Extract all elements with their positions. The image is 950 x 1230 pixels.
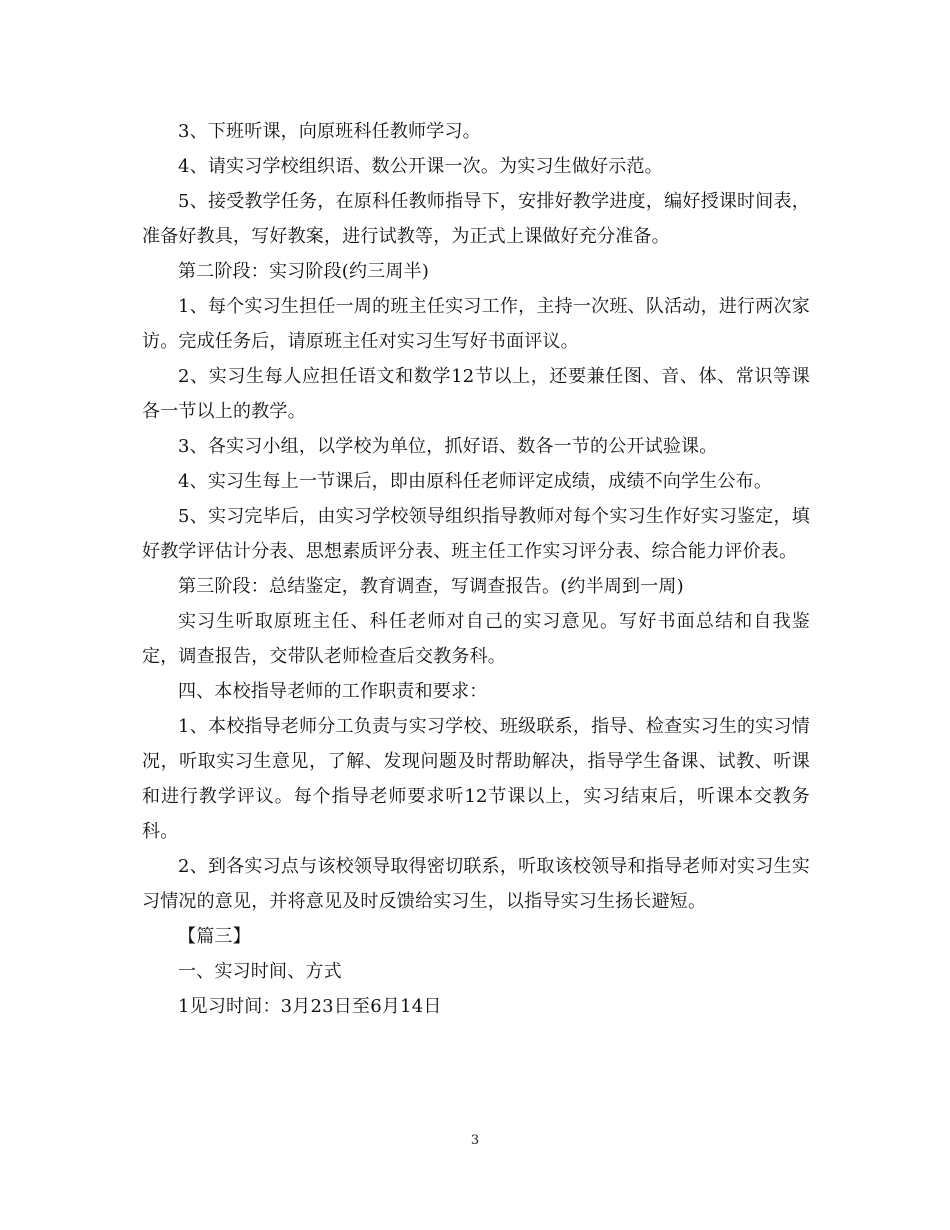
- section-heading: 一、实习时间、方式: [178, 961, 342, 982]
- section-heading: 【篇三】: [178, 926, 251, 947]
- paragraph: 1见习时间：3月23日至6月14日: [178, 996, 442, 1017]
- paragraph: 实习生听取原班主任、科任老师对自己的实习意见。写好书面总结和自我鉴定，调查报告，交带队老师检查后交教务科。: [142, 611, 810, 667]
- paragraph: 2、到各实习点与该校领导取得密切联系，听取该校领导和指导老师对实习生实习情况的意见，并将意见及时反馈给实习生，以指导实习生扬长避短。: [142, 856, 810, 912]
- paragraph: 1、每个实习生担任一周的班主任实习工作，主持一次班、队活动，进行两次家访。完成任务后，请原班主任对实习生写好书面评议。: [142, 296, 810, 352]
- paragraph: 4、请实习学校组织语、数公开课一次。为实习生做好示范。: [178, 156, 663, 177]
- section-heading: 四、本校指导老师的工作职责和要求：: [178, 681, 488, 702]
- paragraph: 3、下班听课，向原班科任教师学习。: [178, 121, 481, 142]
- paragraph: 3、各实习小组，以学校为单位，抓好语、数各一节的公开试验课。: [178, 436, 718, 457]
- section-heading: 第三阶段：总结鉴定，教育调查，写调查报告。(约半周到一周): [178, 576, 684, 597]
- section-heading: 第二阶段：实习阶段(约三周半): [178, 261, 430, 282]
- paragraph: 4、实习生每上一节课后，即由原科任老师评定成绩，成绩不向学生公布。: [178, 471, 773, 492]
- paragraph: 5、实习完毕后，由实习学校领导组织指导教师对每个实习生作好实习鉴定，填好教学评估计分表、思想素质评分表、班主任工作实习评分表、综合能力评价表。: [142, 506, 810, 562]
- paragraph: 2、实习生每人应担任语文和数学12节以上，还要兼任图、音、体、常识等课各一节以上的教学。: [142, 366, 810, 422]
- paragraph: 1、本校指导老师分工负责与实习学校、班级联系，指导、检查实习生的实习情况，听取实习生意见，了解、发现问题及时帮助解决，指导学生备课、试教、听课和进行教学评议。每个指导老师要求听12节课以上，实习结束后，听课本交教务科。: [142, 716, 810, 842]
- document-body: [142, 114, 810, 1024]
- page-number: 3: [470, 1133, 480, 1148]
- paragraph: 5、接受教学任务，在原科任教师指导下，安排好教学进度，编好授课时间表，准备好教具，写好教案，进行试教等，为正式上课做好充分准备。: [142, 191, 810, 247]
